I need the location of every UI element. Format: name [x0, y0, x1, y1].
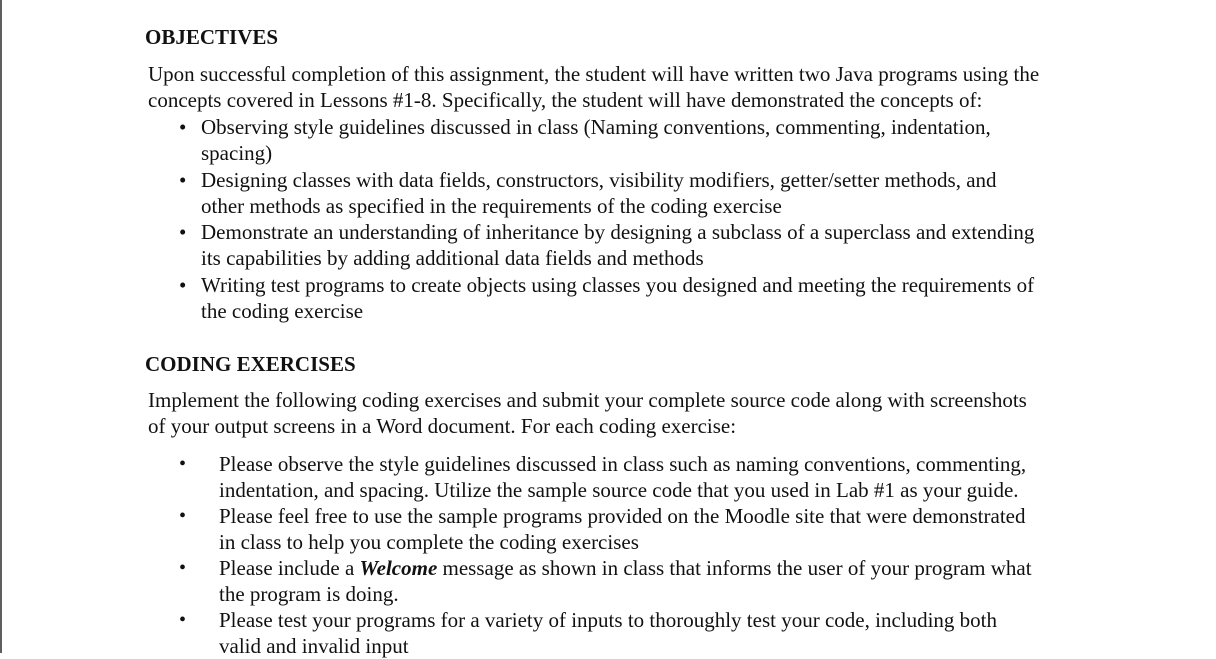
coding-bullet: [179, 607, 998, 659]
bullet-marker: •: [179, 115, 187, 139]
bullet-line: Please feel free to use the sample programs provided on the Moodle site that were demonstrated: [219, 504, 1026, 528]
coding-bullet: [179, 503, 1026, 555]
bullet-line: the program is doing.: [219, 582, 399, 606]
coding-exercises-heading: CODING EXERCISES: [145, 352, 356, 376]
objectives-bullet-text: [201, 219, 1034, 271]
objectives-intro-line: Upon successful completion of this assignment, the student will have written two Java programs using the: [148, 62, 1040, 86]
bullet-marker: •: [179, 505, 187, 527]
coding-bullet-text: [219, 503, 1026, 555]
objectives-bullet-text: [201, 114, 991, 166]
bullet-line: Designing classes with data fields, constructors, visibility modifiers, getter/setter methods, and: [201, 168, 997, 192]
objectives-intro-line: concepts covered in Lessons #1-8. Specifically, the student will have demonstrated the concepts of:: [148, 88, 983, 112]
bullet-line: Writing test programs to create objects using classes you designed and meeting the requirements of: [201, 273, 1035, 297]
bullet-line: Please observe the style guidelines discussed in class such as naming conventions, commenting,: [219, 452, 1027, 476]
coding-intro: [148, 387, 1027, 439]
objectives-bullet: [179, 272, 1035, 324]
bullet-line: [219, 555, 1032, 581]
objectives-bullet-text: [201, 167, 997, 219]
bullet-marker: •: [179, 609, 187, 631]
coding-bullet: [179, 451, 1027, 503]
welcome-emphasis: Welcome: [359, 556, 438, 580]
objectives-heading: OBJECTIVES: [145, 25, 279, 49]
bullet-line: in class to help you complete the coding exercises: [219, 530, 639, 554]
coding-intro-line: of your output screens in a Word document. For each coding exercise:: [148, 414, 737, 438]
welcome-line-start: Please include a: [219, 556, 360, 580]
coding-bullet: [179, 555, 1032, 607]
objectives-bullet-text: [201, 272, 1034, 324]
bullet-marker: •: [179, 453, 187, 475]
bullet-line: indentation, and spacing. Utilize the sample source code that you used in Lab #1 as your guide.: [219, 478, 1019, 502]
objectives-bullet: [179, 219, 1035, 271]
bullet-line: Demonstrate an understanding of inheritance by designing a subclass of a superclass and extending: [201, 220, 1035, 244]
objectives-intro: [148, 61, 1039, 113]
bullet-marker: •: [179, 168, 187, 192]
coding-bullet-text: [219, 607, 997, 659]
bullet-line: Please test your programs for a variety of inputs to thoroughly test your code, including both: [219, 608, 998, 632]
coding-bullet-text: [219, 555, 1032, 607]
bullet-marker: •: [179, 220, 187, 244]
coding-bullet-text: [219, 451, 1026, 503]
objectives-bullet: [179, 167, 997, 219]
bullet-marker: •: [179, 557, 187, 579]
bullet-line: its capabilities by adding additional data fields and methods: [201, 246, 704, 270]
bullet-line: the coding exercise: [201, 299, 364, 323]
bullet-line: Observing style guidelines discussed in class (Naming conventions, commenting, indentation,: [201, 115, 991, 139]
bullet-line: other methods as specified in the requirements of the coding exercise: [201, 194, 782, 218]
welcome-line-end: message as shown in class that informs the user of your program what: [437, 556, 1032, 580]
bullet-line: valid and invalid input: [219, 634, 409, 658]
bullet-line: spacing): [201, 141, 273, 165]
coding-intro-line: Implement the following coding exercises and submit your complete source code along with screenshots: [148, 388, 1027, 412]
bullet-marker: •: [179, 273, 187, 297]
objectives-bullet: [179, 114, 991, 166]
